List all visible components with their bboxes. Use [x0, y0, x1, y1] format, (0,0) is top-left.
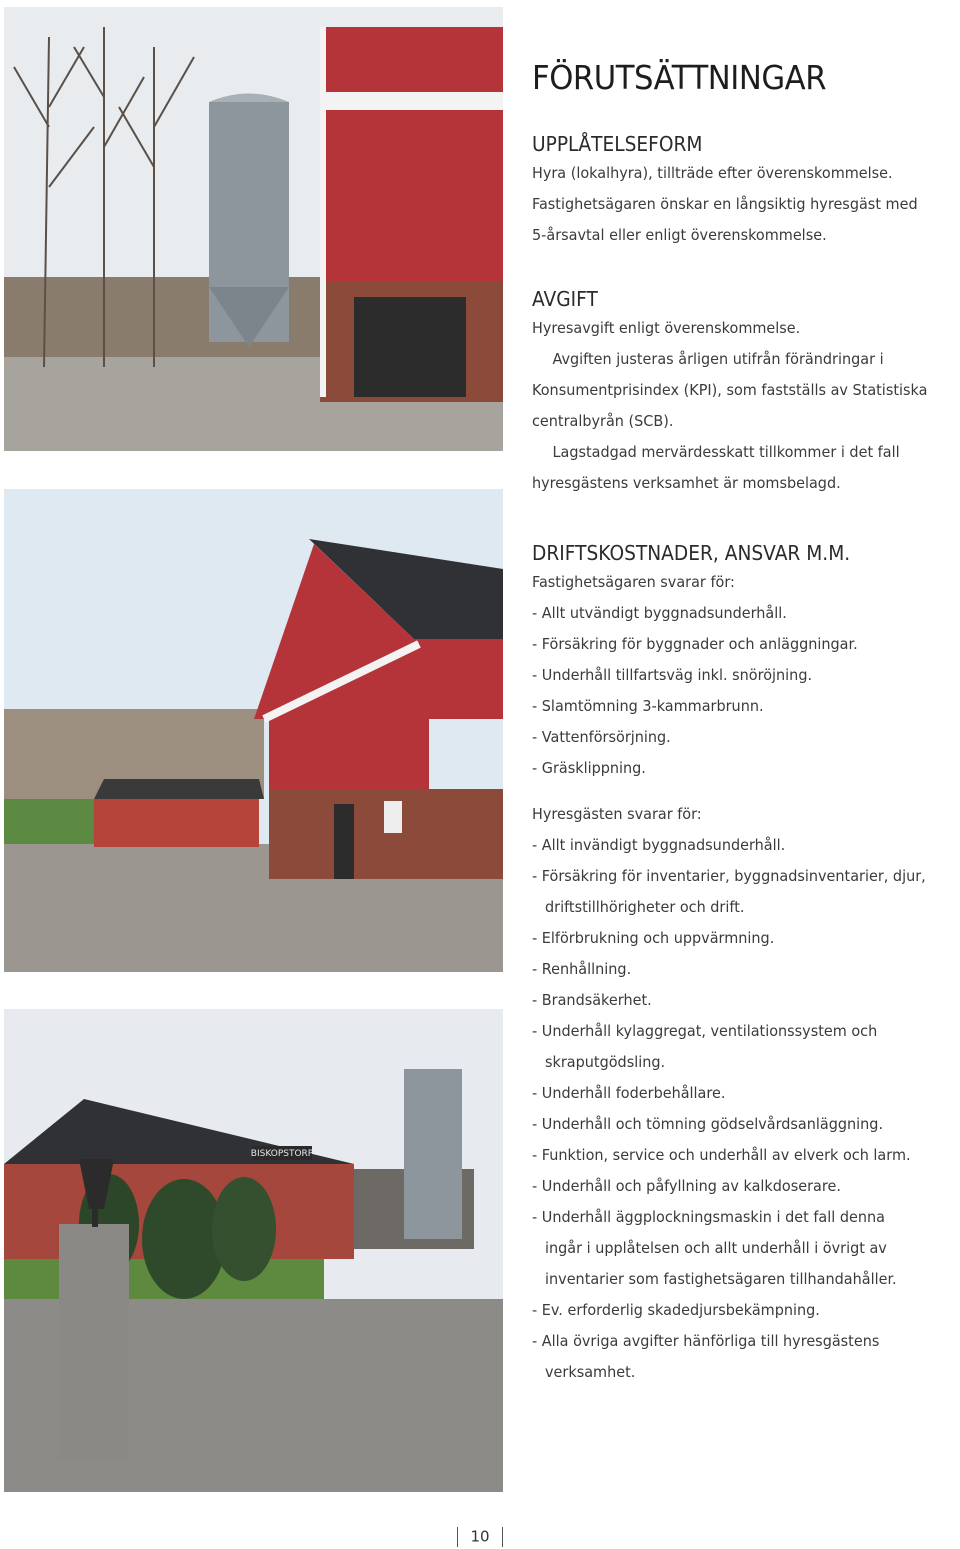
photo-building-lamp: [4, 1009, 503, 1492]
list-item: - Försäkring för byggnader och anläggningar.: [532, 635, 858, 653]
body-line: centralbyrån (SCB).: [532, 412, 674, 430]
list-item: - Slamtömning 3-kammarbrunn.: [532, 697, 764, 715]
list-item: - Underhåll kylaggregat, ventilationssystem och: [532, 1022, 878, 1040]
list-item: - Brandsäkerhet.: [532, 991, 652, 1009]
section-upplatelseform: [532, 130, 956, 251]
list-item: - Alla övriga avgifter hänförliga till hyresgästens: [532, 1332, 880, 1350]
list-item: - Underhåll och påfyllning av kalkdoserare.: [532, 1177, 841, 1195]
list-item-continued: ingår i upplåtelsen och allt underhåll i övrigt av: [545, 1239, 887, 1257]
body-line: hyresgästens verksamhet är momsbelagd.: [532, 474, 841, 492]
list-item: - Gräsklippning.: [532, 759, 646, 777]
tenant-list: [532, 830, 956, 1388]
list-item: - Funktion, service och underhåll av elverk och larm.: [532, 1146, 911, 1164]
list-item: - Elförbrukning och uppvärmning.: [532, 929, 775, 947]
list-item: - Renhållning.: [532, 960, 632, 978]
body-line: 5-årsavtal eller enligt överenskommelse.: [532, 226, 827, 244]
list-item: - Underhåll och tömning gödselvårdsanläggning.: [532, 1115, 884, 1133]
list-item-continued: skraputgödsling.: [545, 1053, 666, 1071]
section-heading: AVGIFT: [532, 287, 598, 311]
photo-silo-red-barn: [4, 7, 503, 451]
text-column: [532, 58, 956, 1388]
list-item: - Vattenförsörjning.: [532, 728, 671, 746]
owner-intro: Fastighetsägaren svarar för:: [532, 573, 735, 591]
owner-list: [532, 598, 956, 784]
section-driftskostnader: [532, 539, 956, 1388]
page-title: FÖRUTSÄTTNINGAR: [532, 58, 827, 97]
page-number: [0, 1527, 960, 1547]
list-item: - Underhåll foderbehållare.: [532, 1084, 726, 1102]
photo-barn-courtyard: [4, 489, 503, 972]
body-line: Hyresavgift enligt överenskommelse.: [532, 319, 801, 337]
list-item: - Försäkring för inventarier, byggnadsinventarier, djur,: [532, 867, 926, 885]
list-item: - Underhåll äggplockningsmaskin i det fall denna: [532, 1208, 885, 1226]
list-item-continued: verksamhet.: [545, 1363, 636, 1381]
building-sign-text: BISKOPSTORP: [250, 1149, 314, 1159]
divider: [502, 1527, 503, 1547]
section-heading: DRIFTSKOSTNADER, ANSVAR M.M.: [532, 541, 851, 565]
section-avgift: [532, 285, 956, 499]
divider: [457, 1527, 458, 1547]
body-line: Lagstadgad mervärdesskatt tillkommer i det fall: [552, 443, 900, 461]
list-item: - Ev. erforderlig skadedjursbekämpning.: [532, 1301, 820, 1319]
list-item: - Allt utvändigt byggnadsunderhåll.: [532, 604, 787, 622]
body-line: Avgiften justeras årligen utifrån förändringar i: [552, 350, 884, 368]
section-heading: UPPLÅTELSEFORM: [532, 132, 703, 156]
page-number-text: 10: [470, 1527, 490, 1546]
body-line: Fastighetsägaren önskar en långsiktig hyresgäst med: [532, 195, 918, 213]
body-line: Hyra (lokalhyra), tillträde efter överenskommelse.: [532, 164, 893, 182]
tenant-intro: Hyresgästen svarar för:: [532, 805, 702, 823]
list-item-continued: inventarier som fastighetsägaren tillhandahåller.: [545, 1270, 897, 1288]
body-line: Konsumentprisindex (KPI), som fastställs av Statistiska: [532, 381, 928, 399]
list-item-continued: driftstillhörigheter och drift.: [545, 898, 745, 916]
list-item: - Underhåll tillfartsväg inkl. snöröjning.: [532, 666, 813, 684]
list-item: - Allt invändigt byggnadsunderhåll.: [532, 836, 786, 854]
